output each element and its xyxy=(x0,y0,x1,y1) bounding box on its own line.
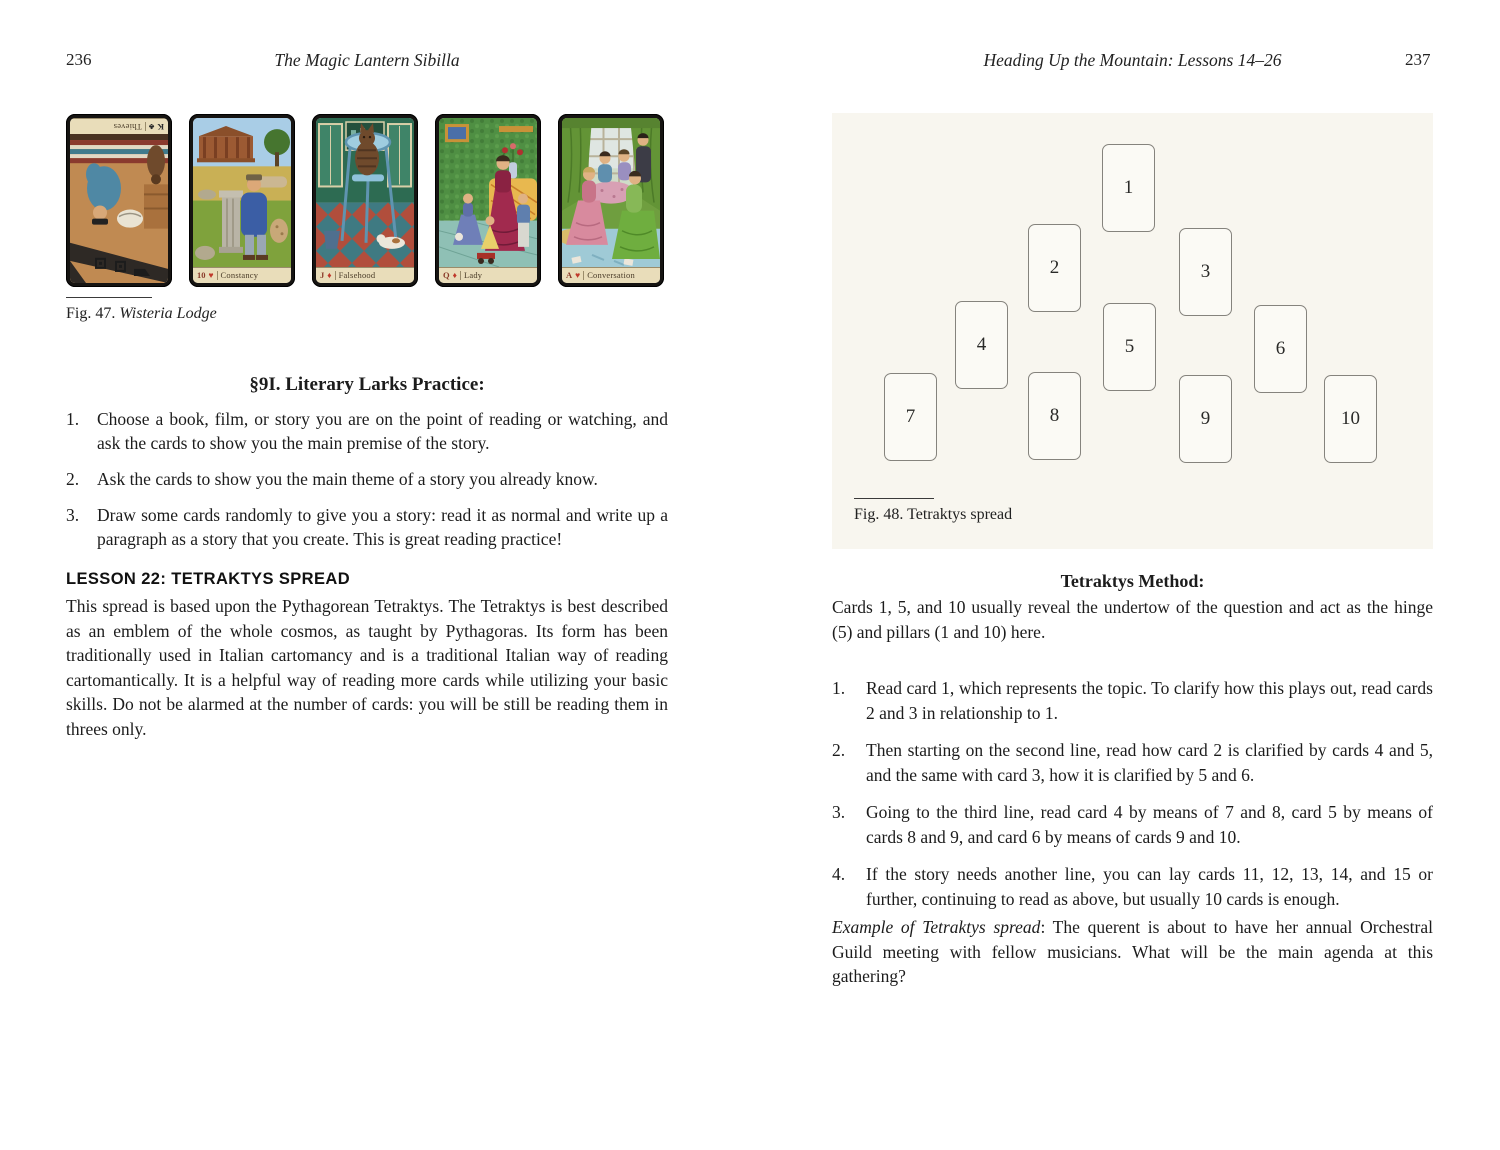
card-rank: A xyxy=(566,270,573,281)
label-divider xyxy=(217,271,218,280)
practice-section-heading: §9I. Literary Larks Practice: xyxy=(249,374,485,395)
card-art-falsehood xyxy=(316,118,414,267)
lesson-22-heading: LESSON 22: TETRAKTYS SPREAD xyxy=(66,570,351,588)
card-name: Thieves xyxy=(113,121,142,132)
list-text: Ask the cards to show you the main theme of a story you already know. xyxy=(97,469,598,489)
sibilla-card-thieves xyxy=(66,114,172,287)
figure-47-card-row xyxy=(66,114,668,287)
list-item xyxy=(66,407,668,455)
label-divider xyxy=(460,271,461,280)
card-name: Lady xyxy=(463,270,483,281)
sibilla-card-lady xyxy=(435,114,541,287)
caption-prefix: Fig. 48. xyxy=(854,506,904,523)
club-suit-icon: ♣ xyxy=(148,121,155,132)
list-item xyxy=(832,738,1433,787)
card-label-falsehood xyxy=(316,267,414,283)
caption-title: Tetraktys spread xyxy=(907,506,1013,523)
running-title-left: The Magic Lantern Sibilla xyxy=(274,50,460,70)
method-steps-list xyxy=(832,676,1433,924)
spread-card-7: 7 xyxy=(884,373,937,461)
label-divider xyxy=(145,122,146,131)
list-number: 3. xyxy=(66,505,80,525)
list-text: Going to the third line, read card 4 by means of 7 and 8, card 5 by means of cards 8 and 9, and card 6 by means of cards 9 and 10. xyxy=(866,802,1433,847)
spread-card-2: 2 xyxy=(1028,224,1081,312)
sibilla-card-falsehood xyxy=(312,114,418,287)
card-label-lady xyxy=(439,267,537,283)
example-paragraph xyxy=(832,915,1433,989)
example-rest: : The querent is about to have her annual Orchestral Guild meeting with fellow musicians. What will be the main agenda at this gathering? xyxy=(832,917,1433,986)
page-number-right: 237 xyxy=(1405,50,1431,69)
list-number: 2. xyxy=(832,740,846,760)
tetraktys-method-intro: Cards 1, 5, and 10 usually reveal the undertow of the question and act as the hinge (5) and pillars (1 and 10) here. xyxy=(832,597,1433,642)
figure-47-caption xyxy=(66,297,217,323)
figure-48-caption xyxy=(854,498,1012,524)
card-rank: J xyxy=(320,270,325,281)
spread-card-1: 1 xyxy=(1102,144,1155,232)
caption-prefix: Fig. 47. xyxy=(66,305,116,322)
list-number: 1. xyxy=(832,678,846,698)
list-text: Then starting on the second line, read how card 2 is clarified by cards 4 and 5, and the same with card 3, how it is clarified by 5 and 6. xyxy=(866,740,1433,785)
card-label-thieves xyxy=(70,118,168,134)
card-rank: K xyxy=(157,121,164,132)
caption-title: Wisteria Lodge xyxy=(119,305,217,322)
card-rank: 10 xyxy=(197,270,206,281)
card-rank: Q xyxy=(443,270,450,281)
card-name: Conversation xyxy=(587,270,635,281)
card-label-conversation xyxy=(562,267,660,283)
tetraktys-method-heading: Tetraktys Method: xyxy=(1060,571,1205,591)
card-art-conversation xyxy=(562,118,660,267)
diamond-suit-icon: ♦ xyxy=(327,270,332,281)
card-art-thieves-reversed xyxy=(70,134,168,283)
caption-rule xyxy=(66,297,152,298)
card-label-constancy xyxy=(193,267,291,283)
diamond-suit-icon: ♦ xyxy=(452,270,457,281)
spread-card-4: 4 xyxy=(955,301,1008,389)
list-text: Read card 1, which represents the topic. To clarify how this plays out, read cards 2 and 3 in relationship to 1. xyxy=(866,678,1433,723)
running-title-right: Heading Up the Mountain: Lessons 14–26 xyxy=(983,50,1282,70)
lesson-22-body: This spread is based upon the Pythagorean Tetraktys. The Tetraktys is best described as an emblem of the whole cosmos, as taught by Pythagoras. Its form has been traditionally used in Italian cartomancy and is a traditional Italian way of reading cartomantically. It is a helpful way of reading more cards while utilizing your basic skills. Do not be alarmed at the number of cards: you will be still be reading them in threes only. xyxy=(66,596,668,739)
spread-card-8: 8 xyxy=(1028,372,1081,460)
label-divider xyxy=(583,271,584,280)
spread-card-3: 3 xyxy=(1179,228,1232,316)
label-divider xyxy=(335,271,336,280)
card-art-lady xyxy=(439,118,537,267)
spread-card-6: 6 xyxy=(1254,305,1307,393)
card-art-constancy xyxy=(193,118,291,267)
spread-card-5: 5 xyxy=(1103,303,1156,391)
list-item xyxy=(832,862,1433,911)
example-lead-italic: Example of Tetraktys spread xyxy=(832,917,1041,937)
list-item xyxy=(66,467,668,491)
heart-suit-icon: ♥ xyxy=(208,270,214,281)
card-name: Falsehood xyxy=(338,270,376,281)
list-number: 3. xyxy=(832,802,846,822)
list-text: Draw some cards randomly to give you a story: read it as normal and write up a paragraph as a story that you create. This is great reading practice! xyxy=(97,505,668,549)
heart-suit-icon: ♥ xyxy=(575,270,581,281)
list-text: Choose a book, film, or story you are on the point of reading or watching, and ask the cards to show you the main premise of the story. xyxy=(97,409,668,453)
list-number: 4. xyxy=(832,864,846,884)
list-text: If the story needs another line, you can lay cards 11, 12, 13, 14, and 15 or further, continuing to read as above, but usually 10 cards is enough. xyxy=(866,864,1433,909)
page-number-left: 236 xyxy=(66,50,92,69)
sibilla-card-conversation xyxy=(558,114,664,287)
list-number: 1. xyxy=(66,409,80,429)
caption-rule xyxy=(854,498,934,499)
sibilla-card-constancy xyxy=(189,114,295,287)
figure-48-tetraktys-panel xyxy=(832,113,1433,549)
list-item xyxy=(832,676,1433,725)
practice-list xyxy=(66,407,668,563)
card-name: Constancy xyxy=(220,270,259,281)
list-number: 2. xyxy=(66,469,80,489)
list-item xyxy=(832,800,1433,849)
list-item xyxy=(66,503,668,551)
spread-card-10: 10 xyxy=(1324,375,1377,463)
spread-card-9: 9 xyxy=(1179,375,1232,463)
